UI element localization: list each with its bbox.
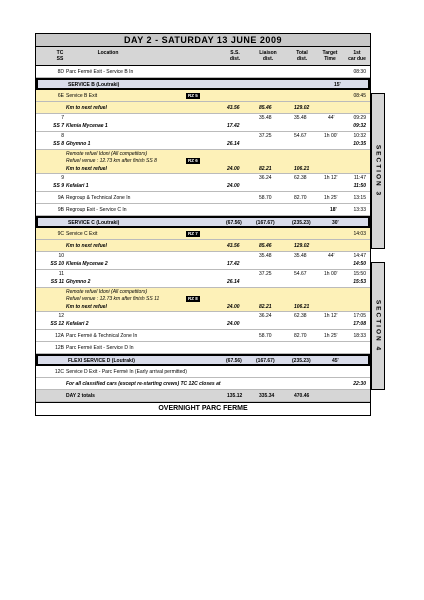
liaison-dist-cell: 85.46 [259, 243, 272, 249]
table-row [36, 342, 370, 354]
ss-dist-cell: 17.42 [227, 123, 240, 129]
regroup-zone-badge: RZ 5 [188, 93, 198, 98]
total-dist-cell: 82.70 [294, 333, 307, 339]
first-car-cell: 08:30 [353, 69, 366, 75]
section-3-label: SECTION 3 [374, 144, 382, 198]
liaison-dist-cell: (167.67) [256, 358, 275, 364]
location-cell: Remote refuel Idoni (All competitors) [66, 289, 148, 295]
location-cell: Km to next refuel [66, 105, 107, 111]
liaison-dist-cell: 58.70 [259, 333, 272, 339]
first-car-cell: 15:50 [353, 271, 366, 277]
first-car-cell: 14:47 [353, 253, 366, 259]
first-car-cell: 14:50 [353, 261, 366, 267]
target-cell: 18' [330, 207, 337, 213]
tc-cell: 7 [61, 115, 64, 121]
target-cell: 45' [332, 358, 339, 364]
total-dist-cell: 82.70 [294, 195, 307, 201]
header-first-car: 1st [353, 50, 361, 56]
header-ss: SS [56, 56, 64, 62]
tc-cell: 12 [58, 313, 64, 319]
first-car-cell: 09:32 [353, 123, 366, 129]
tc-cell: 8 [61, 133, 64, 139]
ss-dist-cell: 43.56 [227, 105, 240, 111]
table-row [36, 228, 370, 240]
first-car-cell: 13:15 [353, 195, 366, 201]
liaison-dist-cell: 36.24 [259, 313, 272, 319]
table-row [36, 174, 370, 192]
location-cell: Remote refuel Idoni (All competitors) [66, 151, 148, 157]
total-dist-cell: 35.48 [294, 115, 307, 121]
header-location: Location [97, 50, 119, 56]
location-cell: Service B Exit [66, 93, 98, 99]
total-dist-cell: 106.21 [294, 166, 310, 172]
total-dist-cell: 106.21 [294, 304, 310, 310]
total-dist-cell: (235.23) [292, 220, 311, 226]
target-cell: 30' [332, 220, 339, 226]
ss-cell: SS 12 [50, 321, 64, 327]
table-row [36, 192, 370, 204]
tc-cell: 9 [61, 175, 64, 181]
first-car-cell: 08:45 [353, 93, 366, 99]
location-cell: For all classified cars (except re-starting crews) TC 12C closes at [66, 381, 221, 387]
location-cell: Km to next refuel [66, 166, 107, 172]
section-4-label: SECTION 4 [374, 299, 382, 353]
tc-cell: 9C [57, 231, 64, 237]
header-target: Target [322, 50, 338, 56]
first-car-cell: 22:30 [353, 381, 366, 387]
totals-row [36, 390, 370, 402]
page-title: DAY 2 - SATURDAY 13 JUNE 2009 [36, 34, 370, 47]
location-cell: Kefalari 1 [66, 183, 89, 189]
target-cell: 1h 12' [324, 313, 338, 319]
first-car-cell: 14:03 [353, 231, 366, 237]
location-cell: Km to next refuel [66, 304, 107, 310]
total-dist-cell: 470.46 [294, 393, 310, 399]
liaison-dist-cell: 335.34 [259, 393, 275, 399]
total-dist-cell: 62.38 [294, 313, 307, 319]
table-row [36, 90, 370, 102]
table-row [36, 330, 370, 342]
location-cell: Refuel venue : 12.73 km after finish SS 11 [66, 296, 160, 302]
target-cell: 15' [334, 82, 341, 88]
first-car-cell: 11:47 [353, 175, 366, 181]
tc-cell: 10 [58, 253, 64, 259]
header-ss-dist-2: dist. [229, 56, 241, 62]
table-row [36, 114, 370, 132]
table-row [36, 204, 370, 216]
ss-dist-cell: 43.56 [227, 243, 240, 249]
location-cell: FLEXI SERVICE D (Loutraki) [68, 358, 135, 364]
first-car-cell: 18:33 [353, 333, 366, 339]
liaison-dist-cell: 85.46 [259, 105, 272, 111]
location-cell: Ghymno 2 [66, 279, 91, 285]
refuel-distance-row [36, 240, 370, 252]
service-row [36, 78, 370, 90]
ss-cell: SS 7 [53, 123, 64, 129]
total-dist-cell: 129.02 [294, 105, 310, 111]
location-cell: Regroup & Technical Zone In [66, 195, 131, 201]
location-cell: Parc Fermé Exit - Service B In [66, 69, 134, 75]
liaison-dist-cell: 58.70 [259, 195, 272, 201]
location-cell: Refuel venue : 12.73 km after finish SS 8 [66, 158, 157, 164]
regroup-zone-badge: RZ 8 [188, 296, 198, 301]
total-dist-cell: 35.48 [294, 253, 307, 259]
tc-cell: 9B [57, 207, 64, 213]
total-dist-cell: 129.02 [294, 243, 310, 249]
table-row [36, 366, 370, 378]
service-row [36, 216, 370, 228]
location-cell: Ghymno 1 [66, 141, 91, 147]
tc-cell: 12A [55, 333, 64, 339]
header-first-car-2: car due [348, 56, 366, 62]
target-cell: 1h 25' [324, 333, 338, 339]
liaison-dist-cell: 36.24 [259, 175, 272, 181]
ss-cell: SS 8 [53, 141, 64, 147]
ss-dist-cell: 26.14 [227, 279, 240, 285]
location-cell: Regroup Exit - Service C In [66, 207, 127, 213]
table-row [36, 270, 370, 288]
total-dist-cell: (235.23) [292, 358, 311, 364]
first-car-cell: 11:50 [353, 183, 366, 189]
ss-dist-cell: 26.14 [227, 141, 240, 147]
liaison-dist-cell: (167.67) [256, 220, 275, 226]
refuel-row [36, 288, 370, 312]
refuel-distance-row [36, 102, 370, 114]
header-liaison: Liaison [259, 50, 277, 56]
tc-cell: 11 [58, 271, 64, 277]
first-car-cell: 10:32 [353, 133, 366, 139]
ss-dist-cell: 24.00 [227, 321, 240, 327]
total-dist-cell: 54.67 [294, 133, 307, 139]
tc-cell: 12B [55, 345, 64, 351]
location-cell: Klenia Mycenae 1 [66, 123, 108, 129]
footer-overnight: OVERNIGHT PARC FERME [36, 402, 370, 415]
tc-cell: 8D [57, 69, 64, 75]
target-cell: 1h 25' [324, 195, 338, 201]
ss-cell: SS 11 [50, 279, 64, 285]
regroup-zone-badge: RZ 7 [188, 231, 198, 236]
ss-cell: SS 10 [50, 261, 64, 267]
target-cell: 1h 12' [324, 175, 338, 181]
table-row [36, 312, 370, 330]
tc-cell: 6E [57, 93, 64, 99]
ss-dist-cell: 135.12 [227, 393, 243, 399]
service-row [36, 354, 370, 366]
liaison-dist-cell: 35.48 [259, 253, 272, 259]
header-liaison-2: dist. [262, 56, 274, 62]
ss-dist-cell: (67.56) [226, 358, 242, 364]
column-headers [36, 47, 370, 66]
location-cell: Service D Exit - Parc Fermé In (Early arrival permitted) [66, 369, 187, 375]
header-tc: TC [56, 50, 64, 56]
location-cell: Parc Fermé & Technical Zone In [66, 333, 138, 339]
first-car-cell: 17:05 [353, 313, 366, 319]
ss-dist-cell: 17.42 [227, 261, 240, 267]
location-cell: Kefalari 2 [66, 321, 89, 327]
total-dist-cell: 54.67 [294, 271, 307, 277]
liaison-dist-cell: 37.25 [259, 271, 272, 277]
section-4-tab [371, 262, 385, 390]
location-cell: Km to next refuel [66, 243, 107, 249]
target-cell: 44' [328, 253, 335, 259]
header-target-2: Time [324, 56, 336, 62]
location-cell: Service C Exit [66, 231, 98, 237]
liaison-dist-cell: 35.48 [259, 115, 272, 121]
table-row [36, 252, 370, 270]
ss-dist-cell: (67.56) [226, 220, 242, 226]
closing-row [36, 378, 370, 390]
ss-dist-cell: 24.00 [227, 166, 240, 172]
first-car-cell: 15:53 [353, 279, 366, 285]
total-dist-cell: 62.38 [294, 175, 307, 181]
location-cell: Parc Fermé Exit - Service D In [66, 345, 134, 351]
location-cell: SERVICE C (Loutraki) [68, 220, 120, 226]
liaison-dist-cell: 37.25 [259, 133, 272, 139]
header-total-2: dist. [296, 56, 308, 62]
target-cell: 1h 00' [324, 133, 338, 139]
first-car-cell: 10:35 [353, 141, 366, 147]
first-car-cell: 13:33 [353, 207, 366, 213]
itinerary-table [35, 33, 371, 416]
regroup-zone-badge: RZ 6 [188, 158, 198, 163]
header-ss-dist: S.S. [230, 50, 240, 56]
location-cell: DAY 2 totals [66, 393, 95, 399]
ss-cell: SS 9 [53, 183, 64, 189]
target-cell: 1h 00' [324, 271, 338, 277]
ss-dist-cell: 24.00 [227, 183, 240, 189]
liaison-dist-cell: 82.21 [259, 304, 272, 310]
ss-dist-cell: 24.00 [227, 304, 240, 310]
location-cell: Klenia Mycenae 2 [66, 261, 108, 267]
location-cell: SERVICE B (Loutraki) [68, 82, 120, 88]
tc-cell: 12C [54, 369, 64, 375]
refuel-row [36, 150, 370, 174]
table-row [36, 66, 370, 78]
table-row [36, 132, 370, 150]
first-car-cell: 17:08 [353, 321, 366, 327]
target-cell: 44' [328, 115, 335, 121]
tc-cell: 9A [57, 195, 64, 201]
first-car-cell: 09:29 [353, 115, 366, 121]
header-total: Total [296, 50, 308, 56]
liaison-dist-cell: 82.21 [259, 166, 272, 172]
section-3-tab [371, 93, 385, 249]
